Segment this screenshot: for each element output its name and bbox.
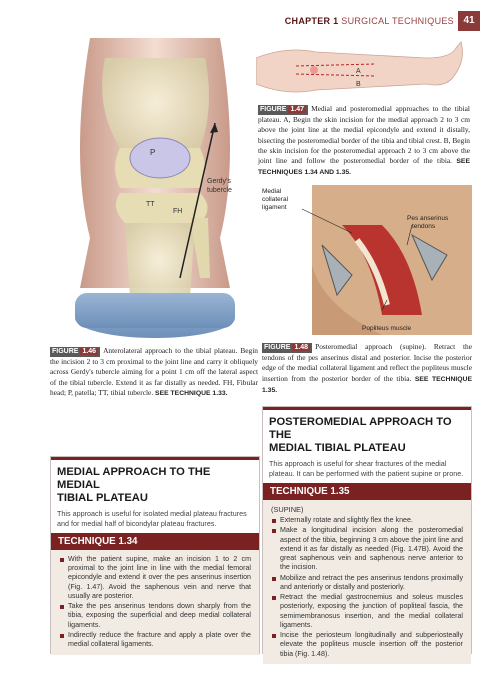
list-item: Retract the medial gastrocnemius and soleus muscles posteriorly, exposing the junction of popliteal fascia, the semimembranosus insertion, and the medial collateral ligaments. — [271, 593, 463, 630]
label-gerdy: Gerdy's — [207, 178, 231, 185]
list-item: Mobilize and retract the pes anserinus tendons proximally and anteriorly or distally and posteriorly. — [271, 574, 463, 592]
technique-header: TECHNIQUE 1.35 — [263, 483, 471, 500]
figure-1-48-caption — [262, 342, 472, 396]
page-header — [0, 10, 500, 36]
list-item: Take the pes anserinus tendons down sharply from the tibia, exposing the superficial and deep medial collateral ligaments. — [59, 602, 251, 630]
leg-illustration — [256, 40, 466, 102]
list-item: With the patient supine, make an incision 1 to 2 cm proximal to the joint line in line with the medial femoral epicondyle and extend it over the pes anserinus insertion (Fig. 1.47). Avoid the saphenous vein and nerve that usually are posterior. — [59, 555, 251, 601]
figure-1-47-caption — [258, 104, 470, 178]
caption-ref: SEE TECHNIQUES 1.34 AND 1.35. — [258, 158, 470, 177]
knee-illustration — [50, 38, 260, 338]
label-mcl-2: collateral — [262, 196, 289, 203]
chapter-prefix: CHAPTER 1 — [284, 16, 339, 26]
label-pes-2: tendons — [412, 223, 436, 230]
section-intro: This approach is useful for isolated medial plateau fractures and for medial half of bicondylar plateau fractures. — [57, 509, 247, 528]
figure-badge: FIGURE 1.46 — [50, 347, 100, 357]
section-medial-approach — [50, 456, 260, 654]
list-item: Incise the periosteum longitudinally and subperiosteally elevate the popliteus muscle insertion off the posterior tibia (Fig. 1.48). — [271, 631, 463, 659]
caption-ref: SEE TECHNIQUE 1.35. — [262, 375, 472, 394]
label-popliteus: Popliteus muscle — [362, 325, 412, 332]
list-item: Externally rotate and slightly flex the knee. — [271, 516, 463, 525]
technique-body — [51, 550, 259, 655]
caption-ref: SEE TECHNIQUE 1.33. — [155, 389, 228, 397]
technique-steps — [271, 516, 463, 659]
label-b: B — [356, 81, 361, 88]
caption-text: Medial and posteromedial approaches to the tibial plateau. A, Begin the skin incision for the medial approach 2 to 3 cm above the joint line at the medial epicondyle and extend it distally, bisecting the posteromedial border of the tibia and tibial crest. B, Begin the skin incision for the posteromedial approach 2 to 3 cm above the joint line and follow the posteromedial border of the tibia. — [258, 104, 470, 166]
figure-1-46-caption — [50, 346, 258, 399]
section-intro: This approach is useful for shear fractures of the medial plateau. It can be performed with the patient supine or prone. — [269, 459, 464, 478]
label-mcl-1: Medial — [262, 188, 282, 195]
chapter-title: SURGICAL TECHNIQUES — [341, 16, 454, 26]
label-pes-1: Pes anserinus — [407, 215, 449, 222]
list-item: Indirectly reduce the fracture and apply a plate over the medial collateral ligaments. — [59, 631, 251, 649]
label-fibular-head: FH — [173, 208, 183, 215]
caption-text: Anterolateral approach to the tibial plateau. Begin the incision 2 to 3 cm proximal to the joint line and carry it obliquely across Gerdy's tubercle aiming for a point 1 cm off the lateral aspect of the tibial tubercle. Extend it as far distally as needed. FH, Fibular head; P, patella; TT, tibial tubercle. — [50, 346, 258, 397]
figure-badge: FIGURE 1.48 — [262, 343, 312, 353]
section-posteromedial-approach — [262, 406, 472, 658]
running-head — [285, 16, 454, 26]
technique-header: TECHNIQUE 1.34 — [51, 533, 259, 550]
label-tubercle: tubercle — [207, 187, 232, 194]
section-title: MEDIAL APPROACH TO THE MEDIAL TIBIAL PLATEAU — [57, 466, 211, 504]
technique-steps — [59, 555, 251, 649]
figure-badge: FIGURE 1.47 — [258, 105, 308, 115]
label-tibial-tubercle: TT — [146, 201, 155, 208]
position-subhead: (SUPINE) — [271, 505, 304, 514]
technique-body — [263, 500, 471, 664]
label-mcl-3: ligament — [262, 204, 287, 211]
surgical-illustration — [262, 185, 472, 335]
page-number: 41 — [458, 11, 480, 31]
label-a: A — [356, 68, 361, 75]
caption-text: Posteromedial approach (supine). Retract the tendons of the pes anserinus distal and posterior. Incise the posterior edge of the medial collateral ligament and reflect the popliteus muscle insertion from the posterior border of the tibia. — [262, 342, 472, 383]
label-patella: P — [150, 148, 156, 157]
section-title: POSTEROMEDIAL APPROACH TO THE MEDIAL TIBIAL PLATEAU — [269, 416, 452, 454]
list-item: Make a longitudinal incision along the posteromedial aspect of the tibia, beginning 3 cm above the joint line and extend it as far distally as needed (Fig. 1.47B). Avoid the great saphenous vein and saphenous nerve anterior to the incision. — [271, 526, 463, 572]
